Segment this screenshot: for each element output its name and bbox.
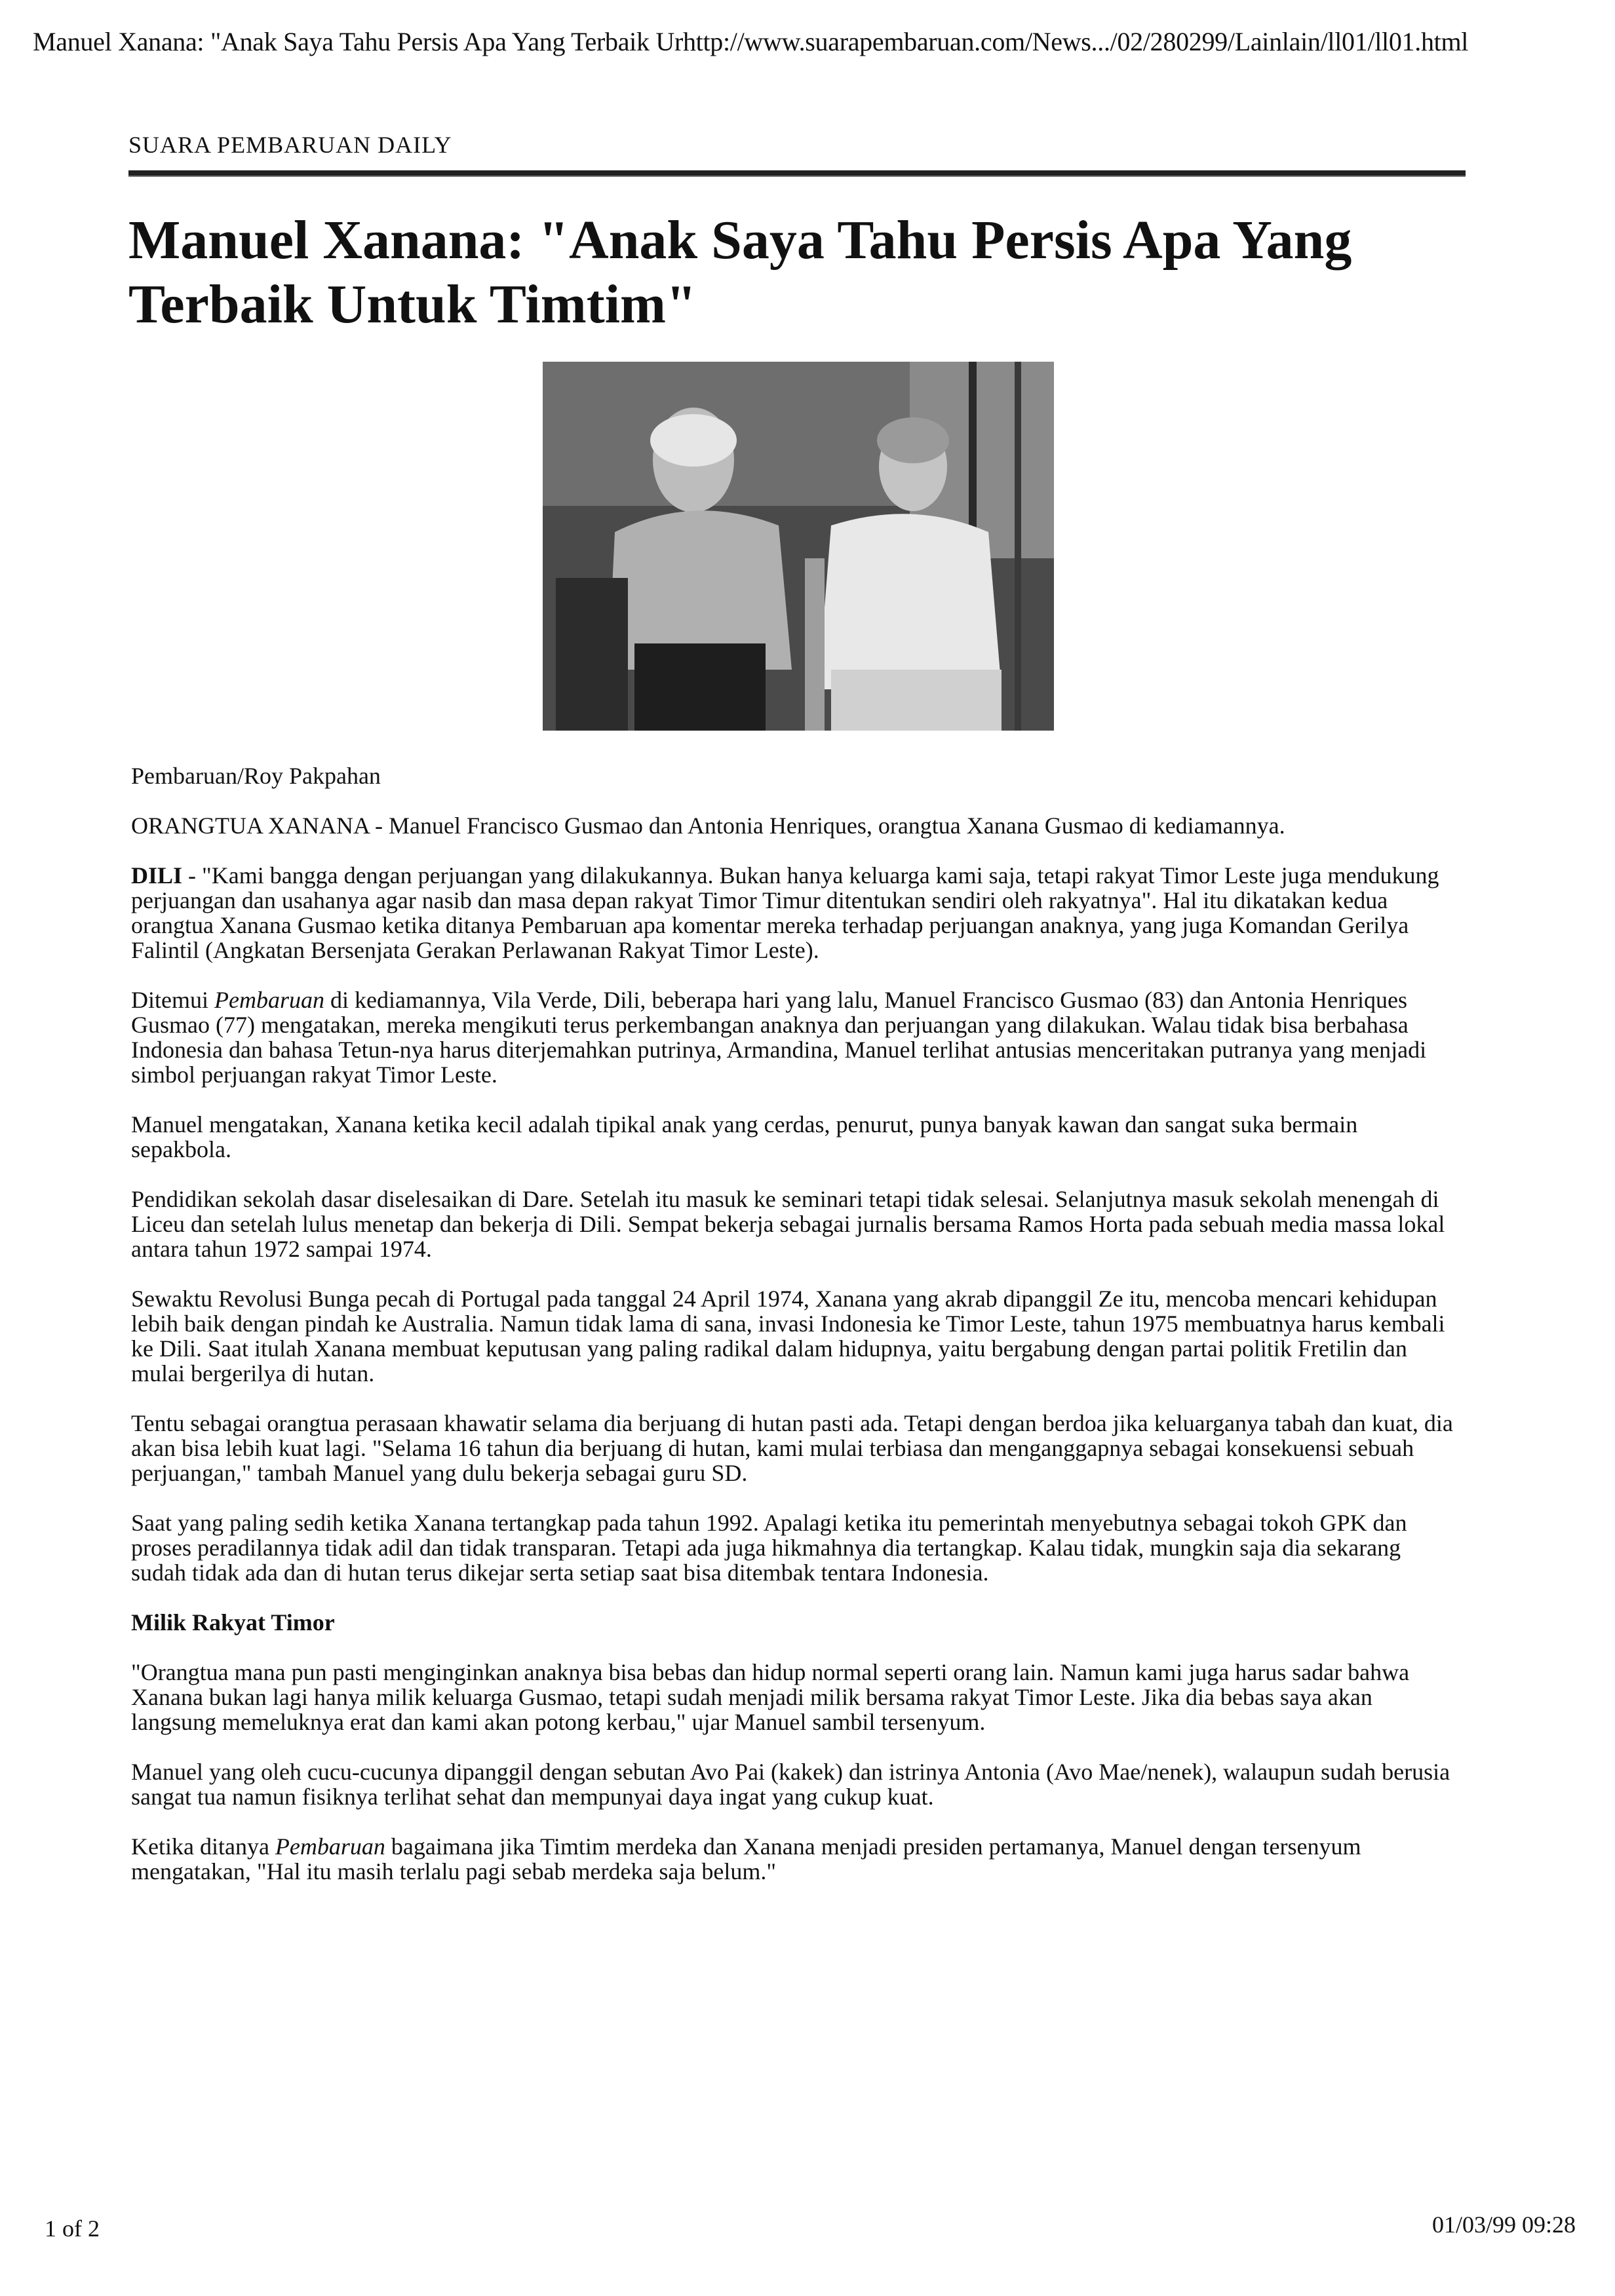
- paragraph: "Orangtua mana pun pasti menginginkan anaknya bisa bebas dan hidup normal seperti orang lain. Namun kami juga harus sadar bahwa Xanana bukan lagi hanya milik keluarga Gusmao, tetapi sudah menjadi milik bersama rakyat Timor Leste. Jika dia bebas saya akan langsung memeluknya erat dan kami akan potong kerbau," ujar Manuel sambil tersenyum.: [131, 1659, 1410, 1735]
- paragraph: [131, 1834, 1462, 1884]
- paragraph-text: Ketika ditanya: [131, 1833, 275, 1860]
- subheading: Milik Rakyat Timor: [131, 1609, 335, 1636]
- paragraph: [131, 987, 1462, 1087]
- paragraph: [131, 863, 1462, 963]
- paragraph-text: di kediamannya, Vila Verde, Dili, beberapa hari yang lalu, Manuel Francisco Gusmao (83) dan Antonia Henriques Gusmao (77) mengatakan, mereka mengikuti terus perkembangan anaknya dan perjuangan yang dilakukan. Walau tidak bisa berbahasa Indonesia dan bahasa Tetun-nya harus diterjemahkan putrinya, Armandina, Manuel terlihat antusias menceritakan putranya yang menjadi simbol perjuangan rakyat Timor Leste.: [131, 987, 1427, 1088]
- paragraph-text: - "Kami bangga dengan perjuangan yang dilakukannya. Bukan hanya keluarga kami saja, tetapi rakyat Timor Leste juga mendukung perjuangan dan usahanya agar nasib dan masa depan rakyat Timor Timur ditentukan sendiri oleh rakyatnya". Hal itu dikatakan kedua orangtua Xanana Gusmao ketika ditanya Pembaruan apa komentar mereka terhadap perjuangan anaknya, yang juga Komandan Gerilya Falintil (Angkatan Bersenjata Gerakan Perlawanan Rakyat Timor Leste).: [131, 862, 1439, 963]
- paragraph: Manuel mengatakan, Xanana ketika kecil adalah tipikal anak yang cerdas, penurut, punya banyak kawan dan sangat suka bermain sepakbola.: [131, 1111, 1358, 1162]
- article-body: [131, 763, 1462, 1909]
- article-photo: [543, 362, 1054, 731]
- masthead-rule: [128, 170, 1466, 177]
- paragraph: Manuel yang oleh cucu-cucunya dipanggil dengan sebutan Avo Pai (kakek) dan istrinya Antonia (Avo Mae/nenek), walaupun sudah berusia sangat tua namun fisiknya terlihat sehat dan mempunyai daya ingat yang cukup kuat.: [131, 1759, 1450, 1810]
- paragraph: Saat yang paling sedih ketika Xanana tertangkap pada tahun 1992. Apalagi ketika itu pemerintah menyebutnya sebagai tokoh GPK dan proses peradilannya tidak adil dan tidak transparan. Tetapi ada juga hikmahnya dia tertangkap. Kalau tidak, mungkin saja dia sekarang sudah tidak ada dan di hutan terus dikejar serta setiap saat bisa ditembak tentara Indonesia.: [131, 1510, 1407, 1586]
- paragraph: Sewaktu Revolusi Bunga pecah di Portugal pada tanggal 24 April 1974, Xanana yang akrab dipanggil Ze itu, mencoba mencari kehidupan lebih baik dengan pindah ke Australia. Namun tidak lama di sana, invasi Indonesia ke Timor Leste, tahun 1975 membuatnya harus kembali ke Dili. Saat itulah Xanana membuat keputusan yang paling radikal dalam hidupnya, yaitu bergabung dengan partai politik Fretilin dan mulai bergerilya di hutan.: [131, 1286, 1445, 1387]
- photo-credit: Pembaruan/Roy Pakpahan: [131, 763, 381, 789]
- dateline: DILI: [131, 862, 183, 889]
- paragraph: Pendidikan sekolah dasar diselesaikan di Dare. Setelah itu masuk ke seminari tetapi tidak selesai. Selanjutnya masuk sekolah menengah di Liceu dan setelah lulus menetap dan bekerja di Dili. Sempat bekerja sebagai jurnalis bersama Ramos Horta pada sebuah media massa lokal antara tahun 1972 sampai 1974.: [131, 1186, 1445, 1262]
- site-name: SUARA PEMBARUAN DAILY: [128, 132, 452, 158]
- paragraph: Tentu sebagai orangtua perasaan khawatir selama dia berjuang di hutan pasti ada. Tetapi dengan berdoa jika keluarganya tabah dan kuat, dia akan bisa lebih kuat lagi. "Selama 16 tahun dia berjuang di hutan, kami mulai terbiasa dan menganggapnya sebagai konsekuensi sebuah perjuangan," tambah Manuel yang dulu bekerja sebagai guru SD.: [131, 1410, 1453, 1486]
- print-header: Manuel Xanana: "Anak Saya Tahu Persis Apa Yang Terbaik Urhttp://www.suarapembaruan.com/News.../02/280299/Lainlain/ll01/ll01.html: [33, 27, 1469, 56]
- paragraph-text: Ditemui: [131, 987, 214, 1013]
- photo-caption: ORANGTUA XANANA - Manuel Francisco Gusmao dan Antonia Henriques, orangtua Xanana Gusmao di kediamannya.: [131, 813, 1285, 839]
- publication-name: Pembaruan: [275, 1833, 385, 1860]
- headline: Manuel Xanana: "Anak Saya Tahu Persis Apa Yang Terbaik Untuk Timtim": [128, 210, 1352, 335]
- paragraph-text: bagaimana jika Timtim merdeka dan Xanana menjadi presiden pertamanya, Manuel dengan tersenyum mengatakan, "Hal itu masih terlalu pagi sebab merdeka saja belum.": [131, 1833, 1361, 1885]
- page-number: 1 of 2: [45, 2215, 100, 2242]
- print-datetime: 01/03/99 09:28: [1431, 2211, 1576, 2238]
- publication-name: Pembaruan: [214, 987, 324, 1013]
